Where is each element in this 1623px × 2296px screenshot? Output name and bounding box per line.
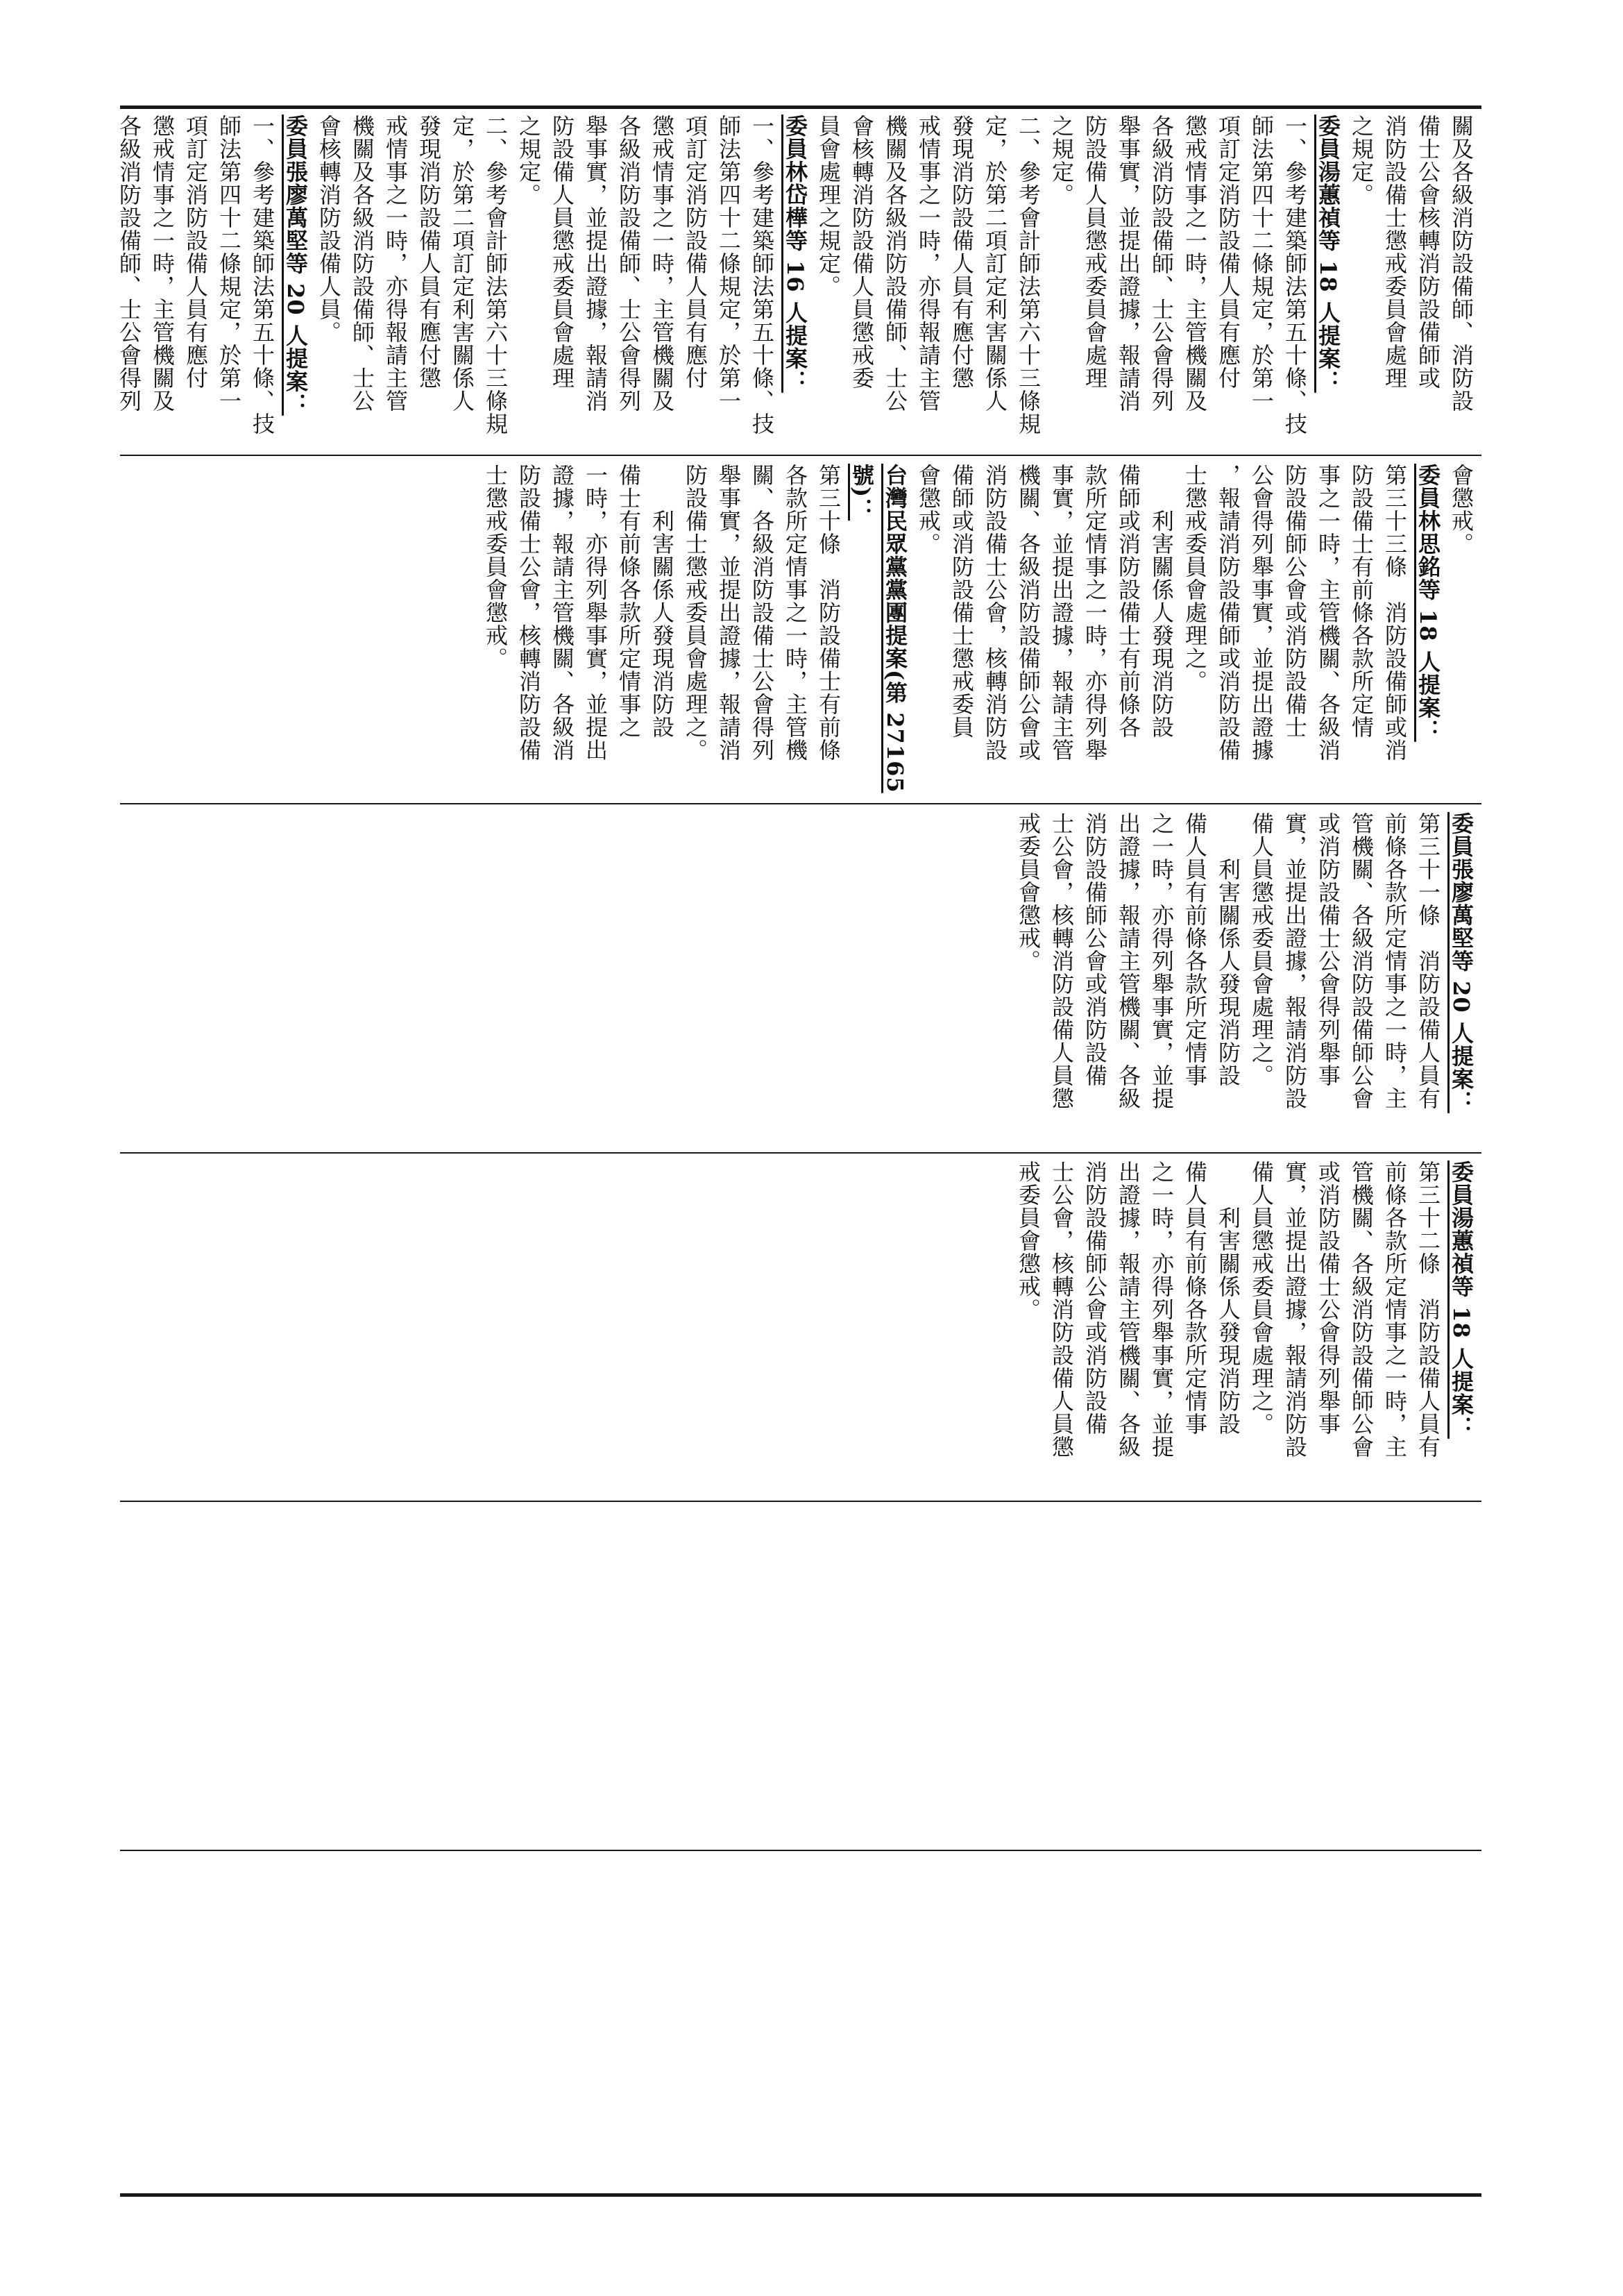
text-line: 前條各款所定情事之一時，主	[1382, 1160, 1408, 1458]
text-line: 舉事實，並提出證據，報請消	[1115, 115, 1141, 412]
proposal-heading: 台灣民眾黨黨團提案(第 27165	[882, 464, 908, 793]
text-line: 備士公會核轉消防設備師或	[1415, 115, 1441, 389]
proposal-heading: 號)：	[849, 464, 875, 521]
text-line: 備人員懲戒委員會處理之。	[1248, 1160, 1275, 1435]
text-line: 事實，並提出證據，報請主管	[1048, 464, 1075, 761]
text-line: 戒情事之一時，亦得報請主管	[915, 115, 942, 412]
bottom-rule	[120, 2193, 1481, 2197]
text-line: 定，於第二項訂定利害關係人	[982, 115, 1008, 412]
proposal-cell-lin-siming	[430, 464, 1478, 797]
text-line: 一、參考建築師法第五十條、技	[1282, 115, 1308, 435]
text-line: 士懲戒委員會處理之。	[1182, 464, 1208, 693]
top-rule	[120, 105, 1481, 109]
text-line: 款所定情事之一時，亦得列舉	[1082, 464, 1108, 761]
text-line: 之規定。	[516, 115, 542, 206]
text-line: 各級消防設備師、士公會得列	[116, 115, 142, 412]
text-line: 會核轉消防設備人員懲戒委	[849, 115, 875, 389]
text-line: 消防設備士懲戒委員會處理	[1382, 115, 1408, 389]
text-line: 實，並提出證據，報請消防設	[1282, 1160, 1308, 1458]
proposal-heading: 委員張廖萬堅等 20 人提案：	[1448, 812, 1475, 1113]
text-line: 懲戒情事之一時，主管機關及	[649, 115, 675, 412]
explanation-cell	[116, 115, 1478, 448]
text-line: 發現消防設備人員有應付懲	[416, 115, 442, 389]
text-line: 會懲戒。	[1448, 464, 1475, 555]
text-line: 二、參考會計師法第六十三條規	[482, 115, 509, 435]
text-line: 機關及各級消防設備師、士公	[349, 115, 375, 412]
row-divider-2	[120, 803, 1481, 804]
proposal-heading: 委員張廖萬堅等 20 人提案：	[282, 115, 309, 416]
text-line: 消防設備師公會或消防設備	[1082, 1160, 1108, 1435]
text-line: 防設備人員懲戒委員會處理	[1082, 115, 1108, 389]
text-line: 防設備師公會或消防設備士	[1282, 464, 1308, 738]
text-line: 一時，亦得列舉事實，並提出	[582, 464, 609, 761]
text-line: 機關及各級消防設備師、士公	[882, 115, 908, 412]
text-line: 利害關係人發現消防設	[1215, 1160, 1241, 1435]
text-line: 出證據，報請主管機關、各級	[1115, 812, 1141, 1110]
text-line: 懲戒情事之一時，主管機關及	[149, 115, 176, 412]
text-line: 備人員懲戒委員會處理之。	[1248, 812, 1275, 1087]
proposal-heading: 委員湯蕙禎等 18 人提案：	[1315, 115, 1341, 393]
text-line: 利害關係人發現消防設	[649, 464, 675, 738]
text-line: 第三十二條 消防設備人員有	[1415, 1160, 1441, 1458]
text-line: 士懲戒委員會懲戒。	[482, 464, 509, 670]
text-line: 備士有前條各款所定情事之	[615, 464, 642, 738]
text-line: 師法第四十二條規定，於第一	[715, 115, 742, 412]
text-line: 消防設備師公會或消防設備	[1082, 812, 1108, 1087]
text-line: 舉事實，並提出證據，報請消	[715, 464, 742, 761]
proposal-heading: 委員林思銘等 18 人提案：	[1415, 464, 1441, 742]
text-line: 或消防設備士公會得列舉事	[1315, 1160, 1341, 1435]
text-line: 會懲戒。	[915, 464, 942, 555]
text-line: 防設備士公會，核轉消防設備	[516, 464, 542, 761]
text-line: 定，於第二項訂定利害關係人	[449, 115, 475, 412]
text-line: 防設備士懲戒委員會處理之。	[682, 464, 708, 761]
text-line: 之規定。	[1048, 115, 1075, 206]
text-line: 管機關、各級消防設備師公會	[1348, 812, 1375, 1110]
text-line: 師法第四十二條規定，於第一	[216, 115, 242, 412]
text-line: 之規定。	[1348, 115, 1375, 206]
text-line: 前條各款所定情事之一時，主	[1382, 812, 1408, 1110]
text-line: 關、各級消防設備士公會得列	[749, 464, 775, 761]
text-line: 一、參考建築師法第五十條、技	[249, 115, 275, 435]
text-line: 第三十條 消防設備士有前條	[815, 464, 842, 761]
text-line: 項訂定消防設備人員有應付	[682, 115, 708, 389]
text-line: 證據，報請主管機關、各級消	[549, 464, 575, 761]
text-line: 之一時，亦得列舉事實，並提	[1148, 812, 1175, 1110]
text-line: 出證據，報請主管機關、各級	[1115, 1160, 1141, 1458]
text-line: 各級消防設備師、士公會得列	[1148, 115, 1175, 412]
text-line: 各款所定情事之一時，主管機	[782, 464, 808, 761]
text-line: 士公會，核轉消防設備人員懲	[1048, 812, 1075, 1110]
text-line: 戒委員會懲戒。	[1015, 1160, 1042, 1321]
text-line: 士公會，核轉消防設備人員懲	[1048, 1160, 1075, 1458]
text-line: 之一時，亦得列舉事實，並提	[1148, 1160, 1175, 1458]
text-line: 員會處理之規定。	[815, 115, 842, 298]
text-line: 第三十三條 消防設備師或消	[1382, 464, 1408, 761]
text-line: 二、參考會計師法第六十三條規	[1015, 115, 1042, 435]
text-line: 懲戒情事之一時，主管機關及	[1182, 115, 1208, 412]
text-line: 舉事實，並提出證據，報請消	[582, 115, 609, 412]
text-line: 消防設備士公會，核轉消防設	[982, 464, 1008, 761]
text-line: 管機關、各級消防設備師公會	[1348, 1160, 1375, 1458]
text-line: 第三十一條 消防設備人員有	[1415, 812, 1441, 1110]
text-line: 項訂定消防設備人員有應付	[1215, 115, 1241, 389]
text-line: 公會得列舉事實，並提出證據	[1248, 464, 1275, 761]
row-divider-4	[120, 1501, 1481, 1502]
text-line: 事之一時，主管機關、各級消	[1315, 464, 1341, 761]
text-line: 備人員有前條各款所定情事	[1182, 1160, 1208, 1435]
row-divider-3	[120, 1152, 1481, 1154]
row-divider-1	[120, 455, 1481, 456]
text-line: 備師或消防設備士懲戒委員	[949, 464, 975, 738]
text-line: 關及各級消防設備師、消防設	[1448, 115, 1475, 412]
proposal-heading: 委員林岱樺等 16 人提案：	[782, 115, 808, 393]
text-line: 戒情事之一時，亦得報請主管	[382, 115, 409, 412]
text-line: 利害關係人發現消防設	[1215, 812, 1241, 1087]
text-line: 實，並提出證據，報請消防設	[1282, 812, 1308, 1110]
text-line: 備人員有前條各款所定情事	[1182, 812, 1208, 1087]
text-line: 發現消防設備人員有應付懲	[949, 115, 975, 389]
text-line: 戒委員會懲戒。	[1015, 812, 1042, 972]
text-line: 機關、各級消防設備師公會或	[1015, 464, 1042, 761]
proposal-cell-tang-huizhen	[819, 1160, 1478, 1494]
text-line: 會核轉消防設備人員。	[316, 115, 342, 344]
proposal-heading: 委員湯蕙禎等 18 人提案：	[1448, 1160, 1475, 1439]
text-line: 防設備人員懲戒委員會處理	[549, 115, 575, 389]
text-line: 或消防設備士公會得列舉事	[1315, 812, 1341, 1087]
text-line: 師法第四十二條規定，於第一	[1248, 115, 1275, 412]
text-line: 防設備士有前條各款所定情	[1348, 464, 1375, 738]
text-line: 備師或消防設備士有前條各	[1115, 464, 1141, 738]
proposal-cell-zhangliao	[819, 812, 1478, 1145]
text-line: 利害關係人發現消防設	[1148, 464, 1175, 738]
text-line: ，報請消防設備師或消防設備	[1215, 464, 1241, 761]
text-line: 項訂定消防設備人員有應付	[182, 115, 209, 389]
row-divider-5	[120, 1850, 1481, 1851]
text-line: 一、參考建築師法第五十條、技	[749, 115, 775, 435]
text-line: 各級消防設備師、士公會得列	[615, 115, 642, 412]
